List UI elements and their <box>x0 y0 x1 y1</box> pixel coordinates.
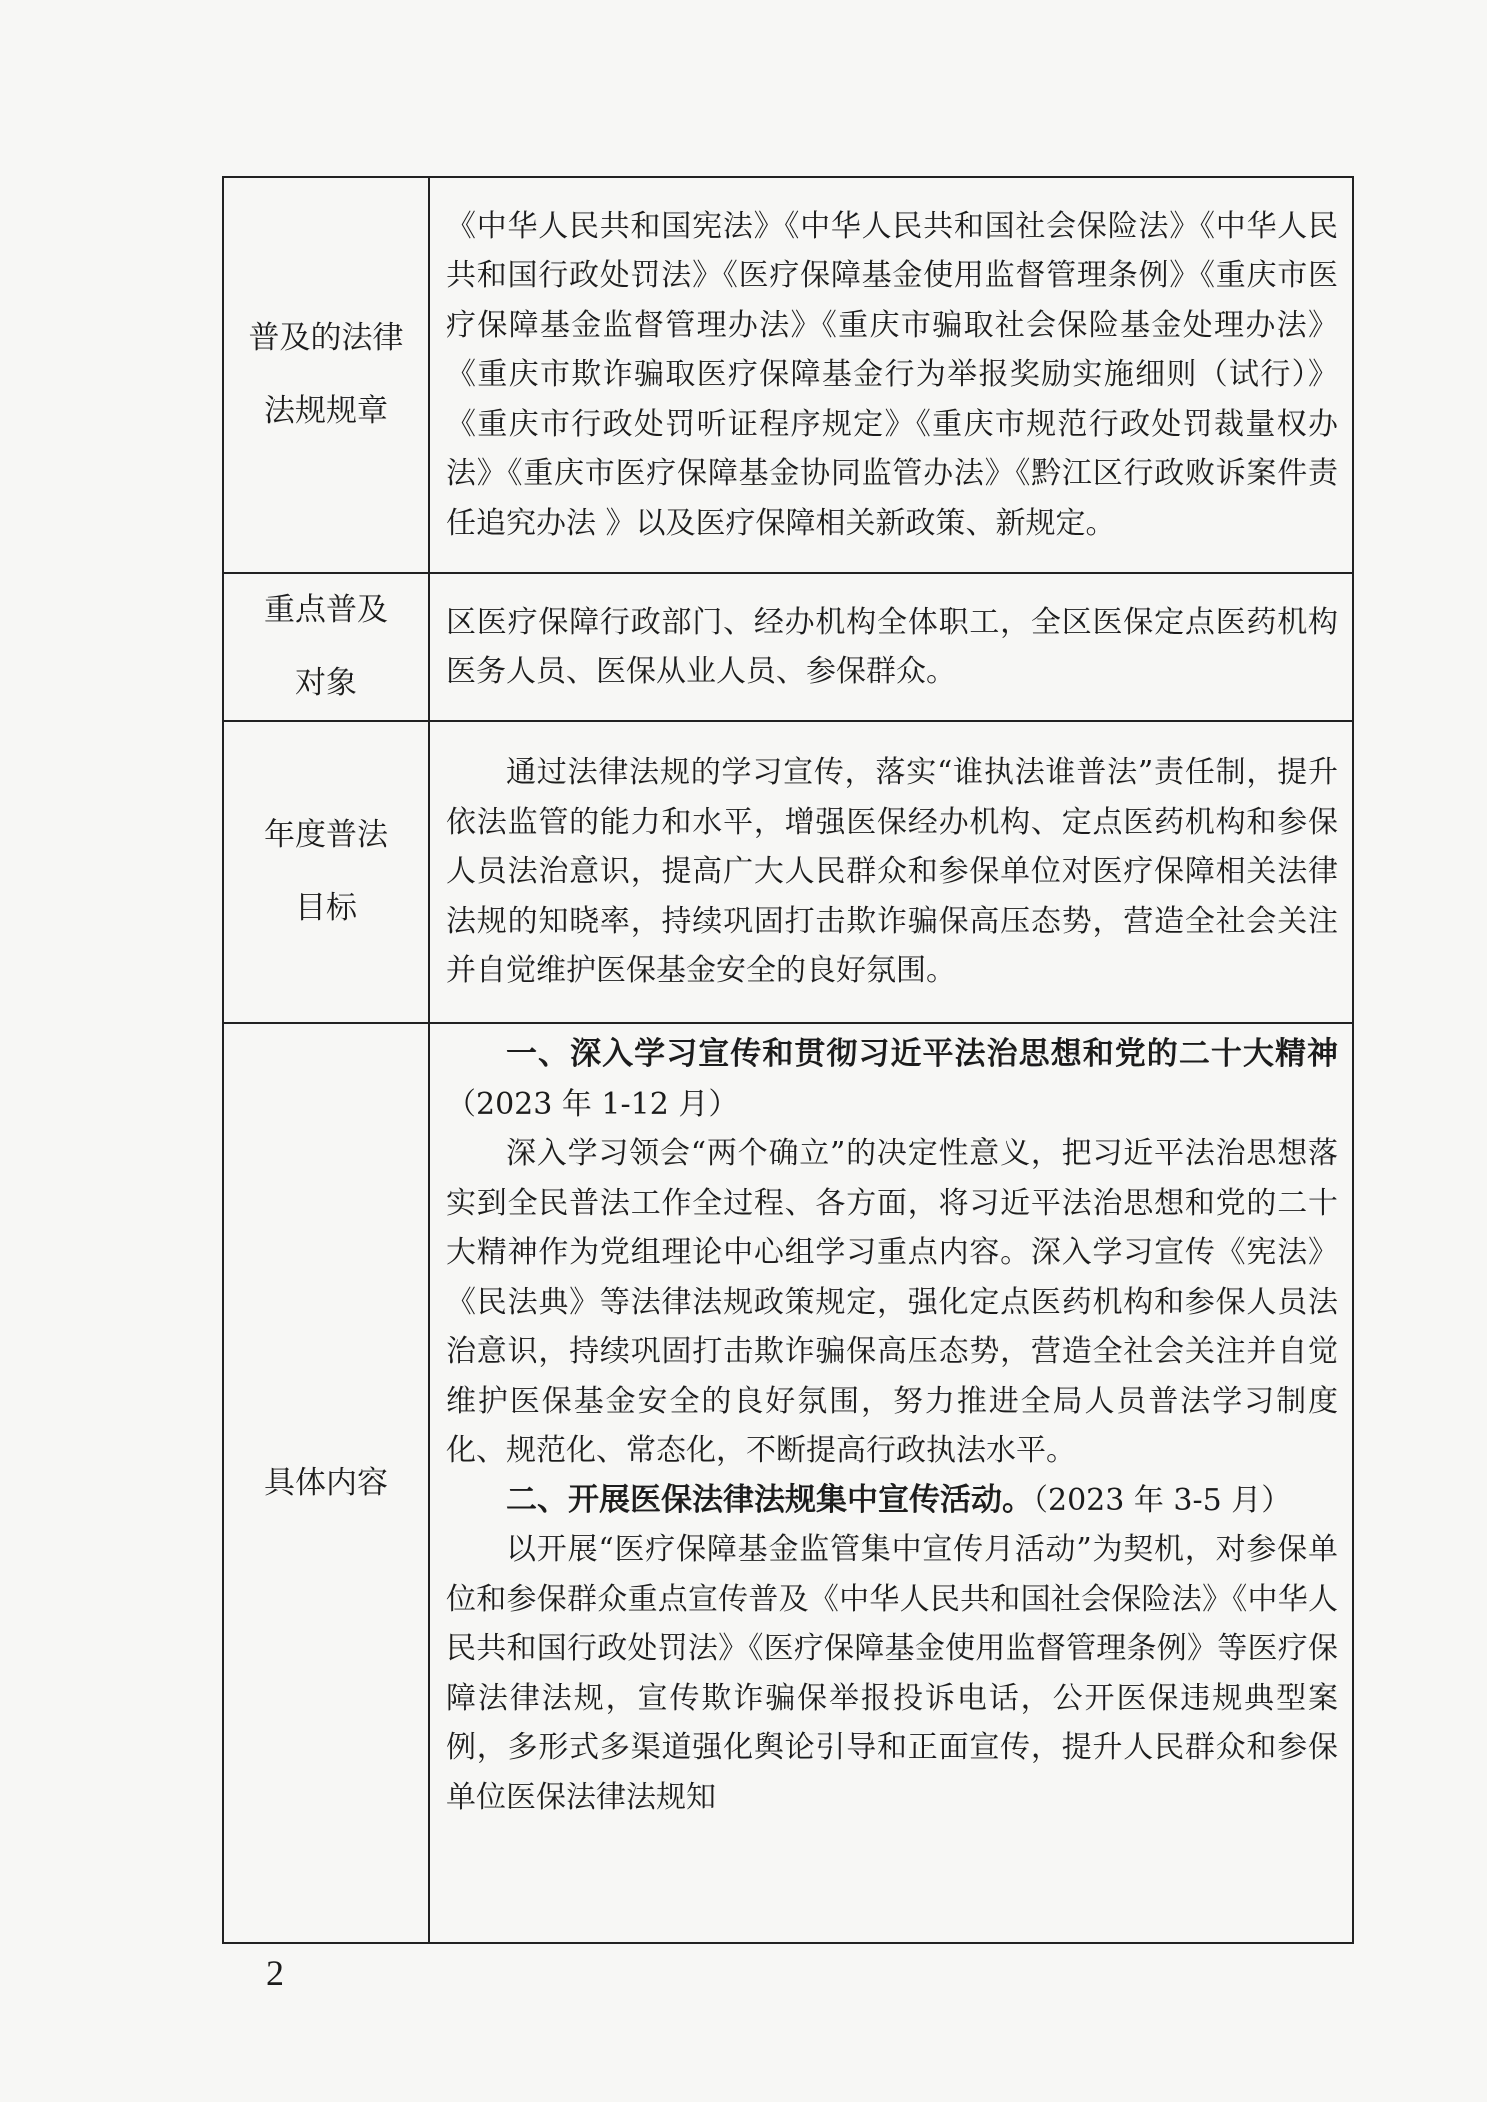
laws-paragraph: 《中华人民共和国宪法》《中华人民共和国社会保险法》《中华人民共和国行政处罚法》《医疗保障基金使用监督管理条例》《重庆市医疗保障基金监督管理办法》《重庆市骗取社会保险基金处理办法》《重庆市欺诈骗取医疗保障基金行为举报奖励实施细则（试行）》《重庆市行政处罚听证程序规定》《重庆市规范行政处罚裁量权办法》《重庆市医疗保障基金协同监管办法》《黔江区行政败诉案件责任追究办法 》以及医疗保障相关新政策、新规定。 <box>446 208 1338 541</box>
label-line: 具体内容 <box>264 1464 388 1501</box>
section-heading-1-title: 一、深入学习宣传和贯彻习近平法治思想和党的二十大精神 <box>506 1036 1338 1072</box>
section-heading-2-title: 二、开展医保法律法规集中宣传活动。 <box>506 1481 1033 1518</box>
label-cell-details <box>223 1023 429 1943</box>
section-2-paragraph: 以开展“医疗保障基金监管集中宣传月活动”为契机，对参保单位和参保群众重点宣传普及《中华人民共和国社会保险法》《中华人民共和国行政处罚法》《医疗保障基金使用监督管理条例》等医疗保障法律法规，宣传欺诈骗保举报投诉电话，公开医保违规典型案例，多形式多渠道强化舆论引导和正面宣传，提升人民群众和参保单位医保法律法规知 <box>446 1532 1338 1815</box>
content-cell-details <box>429 1023 1353 1943</box>
label-line: 普及的法律 <box>248 320 404 356</box>
goals-paragraph: 通过法律法规的学习宣传，落实“谁执法谁普法”责任制，提升依法监管的能力和水平，增强医保经办机构、定点医药机构和参保人员法治意识，提高广大人民群众和参保单位对医疗保障相关法律法规的知晓率，持续巩固打击欺诈骗保高压态势，营造全社会关注并自觉维护医保基金安全的良好氛围。 <box>446 755 1338 989</box>
label-line: 年度普法 <box>264 817 388 853</box>
content-table <box>222 176 1354 1944</box>
section-1-paragraph: 深入学习领会“两个确立”的决定性意义，把习近平法治思想落实到全民普法工作全过程、各方面，将习近平法治思想和党的二十大精神作为党组理论中心组学习重点内容。深入学习宣传《宪法》《民法典》等法律法规政策规定，强化定点医药机构和参保人员法治意识，持续巩固打击欺诈骗保高压态势，营造全社会关注并自觉维护医保基金安全的良好氛围，努力推进全局人员普法学习制度化、规范化、常态化，不断提高行政执法水平。 <box>446 1136 1338 1468</box>
label-line: 对象 <box>295 665 357 701</box>
label-cell-audience <box>223 573 429 721</box>
label-line: 法规规章 <box>264 393 388 429</box>
content-cell-audience <box>429 573 1353 721</box>
table-row-details <box>223 1023 1353 1943</box>
section-heading-1 <box>446 1030 1338 1129</box>
page-number: 2 <box>266 1953 284 1993</box>
audience-paragraph: 区医疗保障行政部门、经办机构全体职工，全区医保定点医药机构医务人员、医保从业人员、参保群众。 <box>446 604 1338 689</box>
label-cell-goals <box>223 721 429 1023</box>
section-heading-1-date: （2023 年 1-12 月） <box>446 1086 739 1122</box>
content-cell-laws <box>429 177 1353 573</box>
label-line: 重点普及 <box>264 592 388 628</box>
table-row-laws <box>223 177 1353 573</box>
section-heading-2-date: （2023 年 3-5 月） <box>1033 1482 1292 1518</box>
table-row-audience <box>223 573 1353 721</box>
content-cell-goals <box>429 721 1353 1023</box>
label-line: 目标 <box>295 890 357 926</box>
label-cell-laws <box>223 177 429 573</box>
table-row-goals <box>223 721 1353 1023</box>
section-heading-2 <box>446 1476 1338 1526</box>
